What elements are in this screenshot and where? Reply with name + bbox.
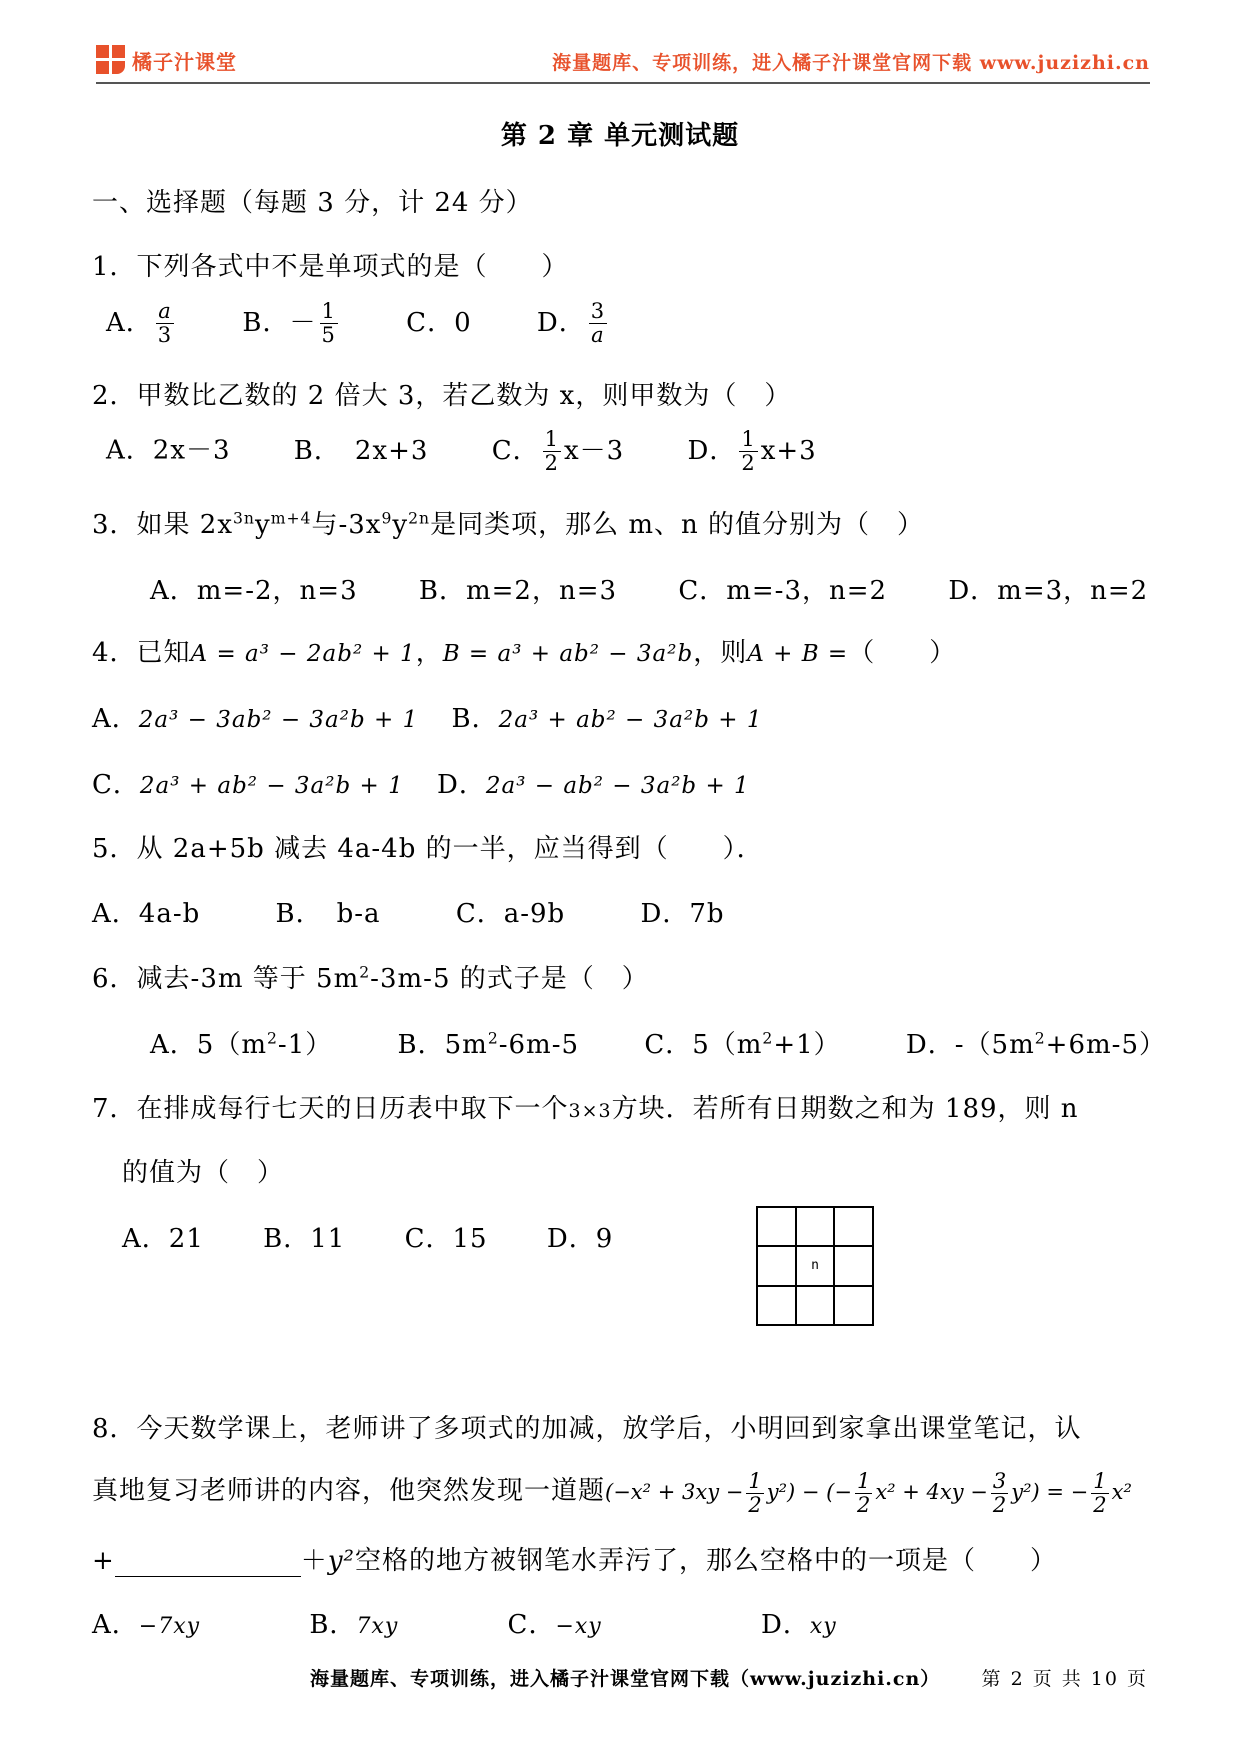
grid-cell [757, 1207, 796, 1246]
q3-option-d: D．m=3，n=2 [948, 576, 1149, 606]
page-title: 第 2 章 单元测试题 [500, 121, 740, 151]
question-7-stem-1: 7．在排成每行七天的日历表中取下一个3×3方块．若所有日期数之和为 189，则 n [92, 1094, 1079, 1124]
question-4-stem: 4．已知A = a³ − 2ab² + 1，B = a³ + ab² − 3a²b，则A + B =（ ） [92, 638, 957, 668]
question-1-options [106, 300, 610, 347]
question-4-options-ab [92, 698, 762, 735]
q3-option-a: A．m=-2，n=3 [150, 576, 358, 606]
grid-cell [796, 1207, 835, 1246]
q3-option-b: B．m=2，n=3 [418, 576, 618, 606]
question-7-stem-2: 的值为（ ） [122, 1158, 285, 1188]
question-6-stem: 6．减去-3m 等于 $5m^2-3m-5$ 的式子是（ ） [92, 963, 649, 994]
grid-cell [834, 1207, 873, 1246]
q2-option-a: A．2x－3 [106, 435, 231, 466]
q4-expr-b: B = a³ + ab² − 3a²b [442, 641, 694, 667]
q1-option-a: A． $\frac{a}{3}$ [106, 299, 173, 348]
grid-cell [834, 1246, 873, 1285]
q5-option-b: B． b-a [275, 899, 381, 929]
q4-option-d: D．2a³ − ab² − 3a²b + 1 [437, 770, 750, 800]
question-8-line-1: 8．今天数学课上，老师讲了多项式的加减，放学后，小明回到家拿出课堂笔记，认 [92, 1414, 1082, 1444]
page-number: 第 2 页 共 10 页 [981, 1668, 1148, 1690]
footer-slogan: 海量题库、专项训练，进入橘子汁课堂官网下载（www.juzizhi.cn） [310, 1668, 941, 1690]
q6-option-b: B．$5m^2-6m-5$ [397, 1029, 580, 1060]
question-4-options-cd [92, 764, 750, 801]
q7-option-b: B．11 [263, 1224, 346, 1254]
q1-option-c: C．0 [406, 307, 472, 338]
grid-cell [757, 1286, 796, 1325]
question-3-options [150, 570, 1148, 607]
question-8-line-2: 真地复习老师讲的内容，他突然发现一道题(−x² + 3xy − $\frac{1}{2}$ y²) − (− $\frac{1}{2}$ x² + 4xy − $\frac{3}{2}$ y²) = − $\frac{1}{2}$ x² [92, 1469, 1132, 1518]
logo-mark-icon [96, 45, 126, 75]
calendar-3x3-grid [756, 1206, 874, 1326]
question-2-options [106, 428, 817, 475]
q4-expr-a: A = a³ − 2ab² + 1 [190, 641, 416, 667]
q2-option-b: B． 2x+3 [293, 435, 429, 466]
brand-logo [96, 44, 237, 76]
q8-option-d: D．xy [761, 1610, 837, 1640]
question-5-stem: 5．从 2a+5b 减去 4a-4b 的一半，应当得到（ ）． [92, 834, 764, 864]
header-divider [96, 82, 1150, 84]
grid-cell [834, 1286, 873, 1325]
brand-name: 橘子汁课堂 [132, 49, 237, 74]
q6-option-a: A．$5(m^2-1)$ [150, 1029, 333, 1060]
question-5-options [92, 893, 725, 930]
question-6-options [150, 1024, 1166, 1061]
q4-option-c: C．2a³ + ab² − 3a²b + 1 [92, 770, 404, 800]
q3-option-c: C．m=-3，n=2 [678, 576, 888, 606]
q8-option-c: C．−xy [507, 1610, 602, 1640]
q6-option-c: C．$5(m^2+1)$ [644, 1029, 841, 1060]
q5-option-a: A．4a-b [92, 899, 201, 929]
section-heading: 一、选择题（每题 3 分，计 24 分） [92, 188, 533, 218]
q4-option-b: B．2a³ + ab² − 3a²b + 1 [451, 704, 763, 734]
grid-cell [757, 1246, 796, 1285]
question-2-stem: 2．甲数比乙数的 2 倍大 3，若乙数为 x，则甲数为（ ） [92, 381, 792, 411]
q8-option-a: A．−7xy [92, 1610, 201, 1640]
q4-option-a: A．2a³ − 3ab² − 3a²b + 1 [92, 704, 419, 734]
grid-cell [796, 1286, 835, 1325]
q2-option-d: D． $\frac{1}{2}$ x+3 [687, 427, 817, 476]
question-7-options [122, 1218, 613, 1255]
q8-option-b: B．7xy [309, 1610, 399, 1640]
question-8-options [92, 1604, 837, 1641]
q8-equation: (−x² + 3xy − $\frac{1}{2}$ y²) − (− $\frac{1}{2}$ x² + 4xy − $\frac{3}{2}$ y²) = − $\frac{1}{2}$ x² [605, 1469, 1132, 1518]
question-1-stem: 1．下列各式中不是单项式的是（ ） [92, 252, 569, 282]
grid-cell-center: n [796, 1246, 835, 1285]
q5-option-d: D．7b [640, 899, 725, 929]
q1-option-b: B．－ $\frac{1}{5}$ [242, 299, 336, 348]
q5-option-c: C．a-9b [455, 899, 566, 929]
q7-option-a: A．21 [122, 1224, 204, 1254]
answer-blank [115, 1552, 301, 1577]
q6-option-d: D．$-(5m^2+6m-5)$ [905, 1029, 1166, 1060]
q7-option-c: C．15 [404, 1224, 488, 1254]
question-8-line-3: + ＋y²空格的地方被钢笔水弄污了，那么空格中的一项是（ ） [92, 1546, 1057, 1576]
header-slogan: 海量题库、专项训练，进入橘子汁课堂官网下载 www.juzizhi.cn [552, 52, 1150, 74]
question-3-stem: 3．如果 $2x^{3n}y^{m+4}$与$-3x^9y^{2n}$是同类项，那么 m、n 的值分别为（ ） [92, 509, 924, 540]
q2-option-c: C． $\frac{1}{2}$ x－3 [491, 427, 625, 476]
q1-option-d: D． $\frac{3}{a}$ [536, 299, 606, 348]
q7-option-d: D．9 [546, 1224, 614, 1254]
